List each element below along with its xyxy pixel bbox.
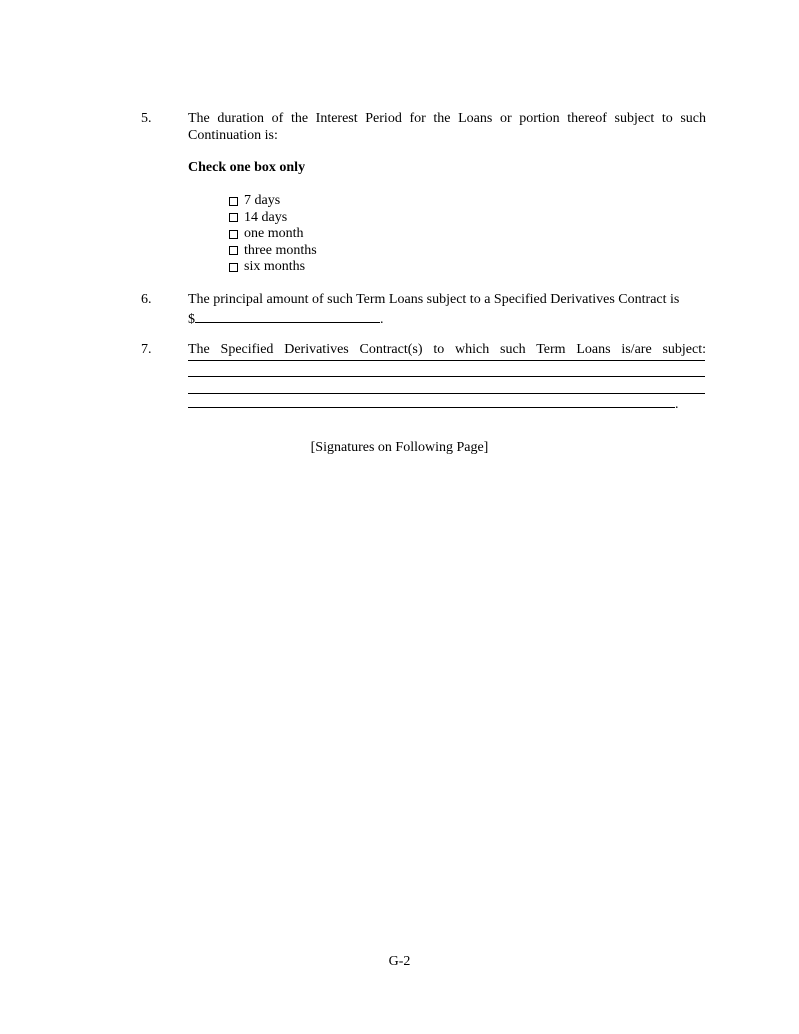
option-one-month[interactable] [229,226,317,243]
principal-amount-line [188,309,706,329]
end-period: . [380,311,384,327]
item-text [188,292,706,328]
option-three-months[interactable] [229,243,317,260]
checkbox-icon[interactable] [229,213,238,222]
end-period: . [675,396,679,412]
item-text-line: Continuation is: [188,127,278,143]
option-14-days[interactable] [229,210,317,227]
option-7-days[interactable] [229,193,317,210]
item-text-line: The duration of the Interest Period for the Loans or portion thereof subject to such [188,111,706,126]
item-number: 7. [141,342,152,357]
checkbox-icon[interactable] [229,230,238,239]
checkbox-icon[interactable] [229,263,238,272]
item-text-line: The principal amount of such Term Loans subject to a Specified Derivatives Contract is [188,292,680,307]
signatures-note-text: [Signatures on Following Page] [310,440,489,455]
item-number: 6. [141,292,152,307]
check-one-box-heading: Check one box only [188,160,306,175]
checkbox-icon[interactable] [229,246,238,255]
option-label: 14 days [244,209,288,225]
option-label: one month [244,226,304,241]
duration-options [229,193,317,276]
item-text [188,342,706,413]
item-text [188,111,706,144]
option-label: six months [244,259,306,274]
signatures-note [0,440,799,456]
option-six-months[interactable] [229,259,317,276]
item-text-line: The Specified Derivatives Contract(s) to which such Term Loans is/are subject: [188,342,706,357]
checkbox-icon[interactable] [229,197,238,206]
contract-last-line [188,394,706,414]
contract-blank-line[interactable] [188,377,705,394]
page-footer: G-2 [388,954,411,969]
contract-blank-line[interactable] [188,394,675,408]
contract-blank-line[interactable] [188,361,705,378]
currency-symbol: $ [188,311,195,327]
option-label: three months [244,242,317,258]
option-label: 7 days [244,193,281,208]
principal-amount-blank[interactable] [195,309,380,323]
item-number: 5. [141,111,152,126]
